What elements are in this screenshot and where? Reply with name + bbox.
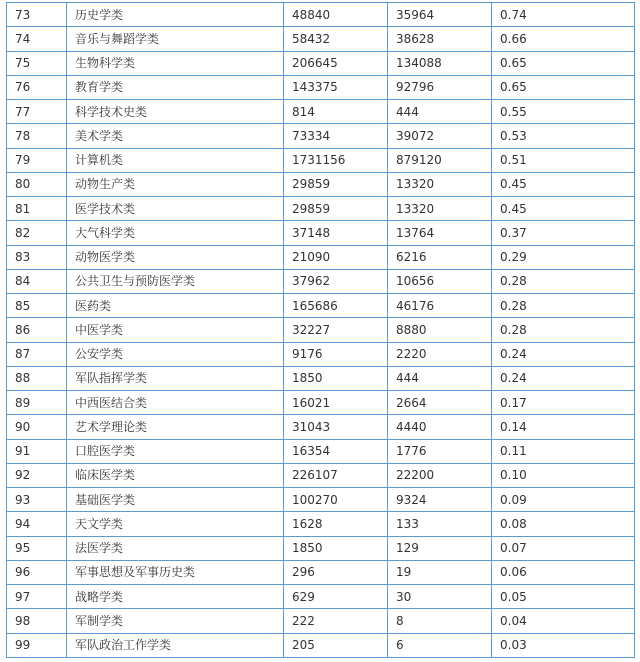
category-name-cell: 中医学类 [67, 318, 284, 342]
value-b-cell: 1776 [388, 439, 492, 463]
value-b-cell: 13320 [388, 172, 492, 196]
ratio-cell: 0.09 [492, 488, 635, 512]
ratio-cell: 0.14 [492, 415, 635, 439]
rank-cell: 74 [7, 27, 67, 51]
value-a-cell: 73334 [284, 124, 388, 148]
value-b-cell: 19 [388, 560, 492, 584]
value-b-cell: 13764 [388, 221, 492, 245]
table-row [7, 3, 635, 27]
table-row [7, 463, 635, 487]
rank-cell: 96 [7, 560, 67, 584]
value-b-cell: 4440 [388, 415, 492, 439]
ratio-cell: 0.65 [492, 75, 635, 99]
value-b-cell: 879120 [388, 148, 492, 172]
ratio-cell: 0.07 [492, 536, 635, 560]
category-name-cell: 计算机类 [67, 148, 284, 172]
table-row [7, 366, 635, 390]
ranking-table-container [6, 2, 634, 658]
value-a-cell: 296 [284, 560, 388, 584]
category-name-cell: 历史学类 [67, 3, 284, 27]
value-a-cell: 205 [284, 633, 388, 657]
rank-cell: 85 [7, 294, 67, 318]
ratio-cell: 0.17 [492, 391, 635, 415]
ratio-cell: 0.05 [492, 585, 635, 609]
rank-cell: 80 [7, 172, 67, 196]
value-a-cell: 1850 [284, 366, 388, 390]
category-name-cell: 大气科学类 [67, 221, 284, 245]
value-b-cell: 30 [388, 585, 492, 609]
ratio-cell: 0.37 [492, 221, 635, 245]
category-name-cell: 公共卫生与预防医学类 [67, 269, 284, 293]
value-b-cell: 8 [388, 609, 492, 633]
value-a-cell: 21090 [284, 245, 388, 269]
value-b-cell: 35964 [388, 3, 492, 27]
table-row [7, 148, 635, 172]
rank-cell: 84 [7, 269, 67, 293]
rank-cell: 91 [7, 439, 67, 463]
table-row [7, 415, 635, 439]
table-row [7, 536, 635, 560]
rank-cell: 93 [7, 488, 67, 512]
rank-cell: 92 [7, 463, 67, 487]
ratio-cell: 0.65 [492, 51, 635, 75]
table-row [7, 560, 635, 584]
value-a-cell: 1850 [284, 536, 388, 560]
ratio-cell: 0.06 [492, 560, 635, 584]
category-name-cell: 医药类 [67, 294, 284, 318]
value-b-cell: 46176 [388, 294, 492, 318]
table-row [7, 294, 635, 318]
ratio-cell: 0.66 [492, 27, 635, 51]
value-b-cell: 92796 [388, 75, 492, 99]
ratio-cell: 0.55 [492, 100, 635, 124]
value-a-cell: 1628 [284, 512, 388, 536]
value-a-cell: 29859 [284, 197, 388, 221]
category-name-cell: 美术学类 [67, 124, 284, 148]
value-b-cell: 8880 [388, 318, 492, 342]
value-b-cell: 2220 [388, 342, 492, 366]
value-a-cell: 48840 [284, 3, 388, 27]
category-name-cell: 动物医学类 [67, 245, 284, 269]
category-name-cell: 天文学类 [67, 512, 284, 536]
table-row [7, 221, 635, 245]
value-b-cell: 134088 [388, 51, 492, 75]
category-name-cell: 艺术学理论类 [67, 415, 284, 439]
rank-cell: 99 [7, 633, 67, 657]
category-name-cell: 军事思想及军事历史类 [67, 560, 284, 584]
rank-cell: 83 [7, 245, 67, 269]
table-row [7, 488, 635, 512]
table-row [7, 27, 635, 51]
category-name-cell: 口腔医学类 [67, 439, 284, 463]
category-name-cell: 动物生产类 [67, 172, 284, 196]
value-a-cell: 165686 [284, 294, 388, 318]
table-row [7, 75, 635, 99]
ratio-cell: 0.45 [492, 197, 635, 221]
category-name-cell: 临床医学类 [67, 463, 284, 487]
ratio-cell: 0.74 [492, 3, 635, 27]
category-name-cell: 军制学类 [67, 609, 284, 633]
rank-cell: 77 [7, 100, 67, 124]
rank-cell: 94 [7, 512, 67, 536]
ratio-cell: 0.24 [492, 366, 635, 390]
rank-cell: 89 [7, 391, 67, 415]
table-row [7, 100, 635, 124]
value-a-cell: 1731156 [284, 148, 388, 172]
category-name-cell: 法医学类 [67, 536, 284, 560]
value-b-cell: 38628 [388, 27, 492, 51]
value-b-cell: 444 [388, 366, 492, 390]
rank-cell: 88 [7, 366, 67, 390]
value-b-cell: 6 [388, 633, 492, 657]
category-name-cell: 军队指挥学类 [67, 366, 284, 390]
table-row [7, 512, 635, 536]
value-a-cell: 100270 [284, 488, 388, 512]
value-b-cell: 444 [388, 100, 492, 124]
value-a-cell: 37962 [284, 269, 388, 293]
rank-cell: 87 [7, 342, 67, 366]
table-row [7, 124, 635, 148]
table-row [7, 609, 635, 633]
value-a-cell: 814 [284, 100, 388, 124]
ratio-cell: 0.51 [492, 148, 635, 172]
ratio-cell: 0.53 [492, 124, 635, 148]
table-row [7, 51, 635, 75]
table-row [7, 197, 635, 221]
table-row [7, 391, 635, 415]
value-b-cell: 39072 [388, 124, 492, 148]
rank-cell: 86 [7, 318, 67, 342]
ratio-cell: 0.28 [492, 269, 635, 293]
table-row [7, 269, 635, 293]
value-b-cell: 13320 [388, 197, 492, 221]
value-a-cell: 9176 [284, 342, 388, 366]
category-name-cell: 中西医结合类 [67, 391, 284, 415]
value-a-cell: 16021 [284, 391, 388, 415]
value-a-cell: 226107 [284, 463, 388, 487]
value-b-cell: 22200 [388, 463, 492, 487]
table-body [7, 3, 635, 658]
ratio-cell: 0.03 [492, 633, 635, 657]
ratio-cell: 0.29 [492, 245, 635, 269]
value-a-cell: 222 [284, 609, 388, 633]
table-row [7, 245, 635, 269]
value-a-cell: 143375 [284, 75, 388, 99]
value-a-cell: 31043 [284, 415, 388, 439]
value-a-cell: 29859 [284, 172, 388, 196]
rank-cell: 73 [7, 3, 67, 27]
value-a-cell: 32227 [284, 318, 388, 342]
value-a-cell: 58432 [284, 27, 388, 51]
category-name-cell: 音乐与舞蹈学类 [67, 27, 284, 51]
category-name-cell: 公安学类 [67, 342, 284, 366]
table-row [7, 633, 635, 657]
table-row [7, 342, 635, 366]
rank-cell: 95 [7, 536, 67, 560]
value-b-cell: 133 [388, 512, 492, 536]
ranking-table [6, 2, 635, 658]
value-a-cell: 37148 [284, 221, 388, 245]
rank-cell: 79 [7, 148, 67, 172]
rank-cell: 97 [7, 585, 67, 609]
value-a-cell: 206645 [284, 51, 388, 75]
value-b-cell: 6216 [388, 245, 492, 269]
ratio-cell: 0.10 [492, 463, 635, 487]
ratio-cell: 0.28 [492, 318, 635, 342]
value-b-cell: 129 [388, 536, 492, 560]
category-name-cell: 军队政治工作学类 [67, 633, 284, 657]
value-a-cell: 629 [284, 585, 388, 609]
value-b-cell: 9324 [388, 488, 492, 512]
rank-cell: 76 [7, 75, 67, 99]
ratio-cell: 0.45 [492, 172, 635, 196]
ratio-cell: 0.11 [492, 439, 635, 463]
ratio-cell: 0.04 [492, 609, 635, 633]
category-name-cell: 战略学类 [67, 585, 284, 609]
rank-cell: 78 [7, 124, 67, 148]
rank-cell: 82 [7, 221, 67, 245]
ratio-cell: 0.08 [492, 512, 635, 536]
rank-cell: 81 [7, 197, 67, 221]
category-name-cell: 医学技术类 [67, 197, 284, 221]
rank-cell: 98 [7, 609, 67, 633]
value-a-cell: 16354 [284, 439, 388, 463]
table-row [7, 439, 635, 463]
category-name-cell: 科学技术史类 [67, 100, 284, 124]
category-name-cell: 教育学类 [67, 75, 284, 99]
category-name-cell: 基础医学类 [67, 488, 284, 512]
ratio-cell: 0.28 [492, 294, 635, 318]
rank-cell: 90 [7, 415, 67, 439]
value-b-cell: 10656 [388, 269, 492, 293]
category-name-cell: 生物科学类 [67, 51, 284, 75]
table-row [7, 585, 635, 609]
rank-cell: 75 [7, 51, 67, 75]
value-b-cell: 2664 [388, 391, 492, 415]
table-row [7, 172, 635, 196]
table-row [7, 318, 635, 342]
ratio-cell: 0.24 [492, 342, 635, 366]
